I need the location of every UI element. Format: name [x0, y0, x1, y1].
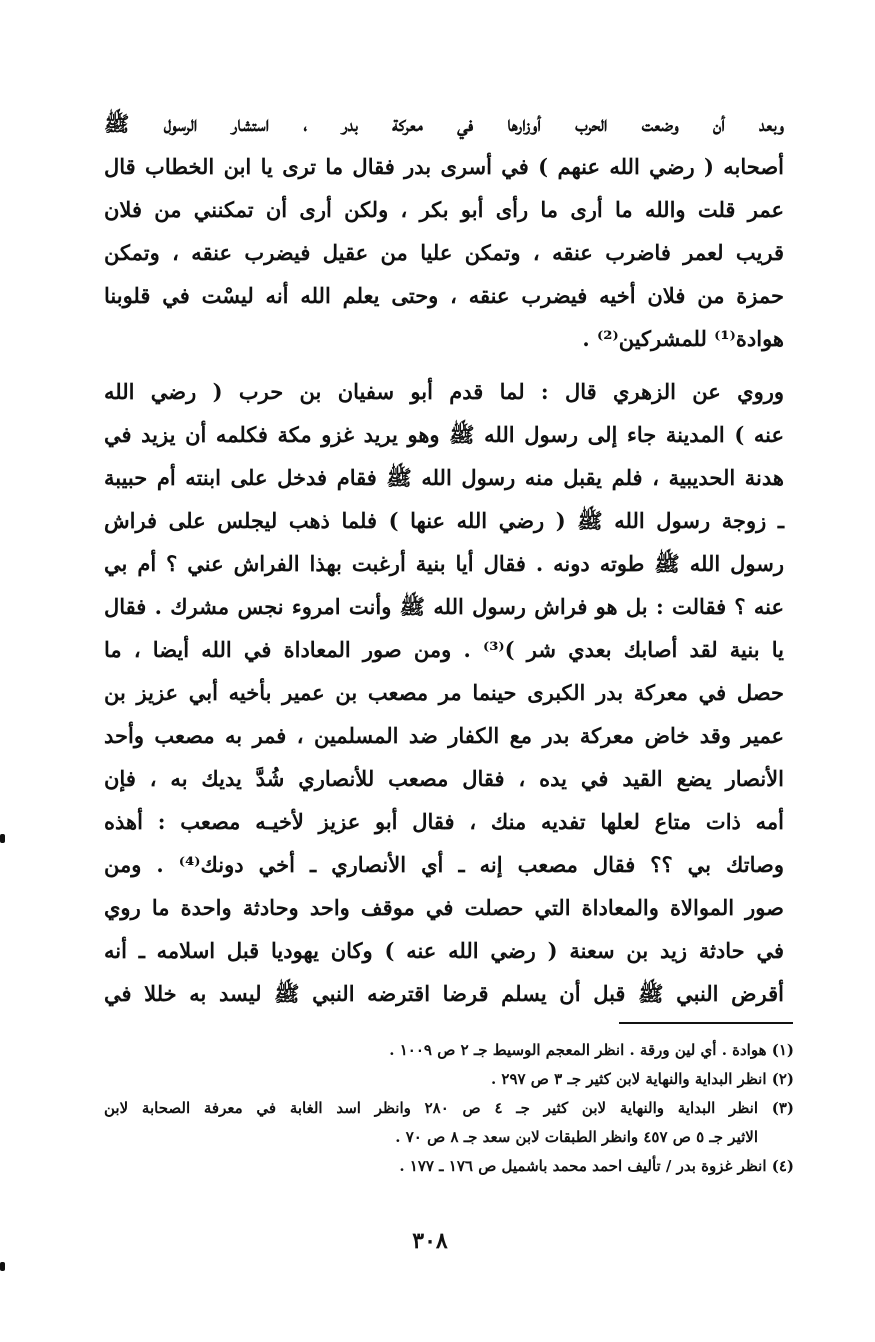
paragraph-1: [104, 102, 784, 360]
paragraph-line: عمر قلت والله ما أرى ما رأى أبو بكر ، ولكن أرى أن تمكنني من فلان: [104, 197, 784, 222]
footnote-separator: [619, 1022, 793, 1024]
scan-edge-mark: [0, 834, 5, 843]
footnote-3: (٣) انظر البداية والنهاية لابن كثير جـ ٤ ص ٢٨٠ وانظر اسد الغابة في معرفة الصحابة لابن: [104, 1099, 795, 1117]
paragraph-line: هدنة الحديبية ، فلم يقبل منه رسول الله ﷺ فقام فدخل على ابنته أم حبيبة: [104, 465, 784, 490]
footnote-3-continuation: الاثير جـ ٥ ص ٤٥٧ وانظر الطبقات لابن سعد جـ ٨ ص ٧٠ .: [395, 1128, 758, 1146]
paragraph-line: هوادة⁽¹⁾ للمشركين⁽²⁾ .: [582, 326, 784, 351]
page-number: ٣٠٨: [412, 1228, 448, 1254]
footnotes: [104, 1036, 794, 1181]
paragraph-line: وبعد أن وضعت الحرب أوزارها في معركة بدر ، استشار الرسول ﷺ: [104, 111, 784, 136]
paragraph-line: عنه ؟ فقالت : بل هو فراش رسول الله ﷺ وأنت امروء نجس مشرك . فقال: [104, 594, 784, 619]
footnote-1: (١) هوادة . أي لين ورقة . انظر المعجم الوسيط جـ ٢ ص ١٠٠٩ .: [389, 1041, 794, 1059]
paragraph-line: أمه ذات متاع لعلها تفديه منك ، فقال أبو عزيز لأخيـه مصعب : أهذه: [104, 809, 784, 834]
footnote-4: (٤) انظر غزوة بدر / تأليف احمد محمد باشميل ص ١٧٦ ـ ١٧٧ .: [399, 1157, 794, 1175]
paragraph-line: قريب لعمر فاضرب عنقه ، وتمكن عليا من عقيل فيضرب عنقه ، وتمكن: [104, 240, 784, 265]
paragraph-line: الأنصار يضع القيد في يده ، فقال مصعب للأنصاري شُدَّ يديك به ، فإن: [104, 766, 784, 791]
paragraph-line: أصحابه ( رضي الله عنهم ) في أسرى بدر فقال ما ترى يا ابن الخطاب قال: [104, 154, 784, 179]
paragraph-2: [104, 370, 784, 1015]
paragraph-line: حصل في معركة بدر الكبرى حينما مر مصعب بن عمير بأخيه أبي عزيز بن: [104, 680, 784, 705]
paragraph-line: أقرض النبي ﷺ قبل أن يسلم قرضا اقترضه النبي ﷺ ليسد به خللا في: [104, 981, 784, 1006]
paragraph-line: رسول الله ﷺ طوته دونه . فقال أيا بنية أرغبت بهذا الفراش عني ؟ أم بي: [104, 551, 784, 576]
paragraph-line: عمير وقد خاض معركة بدر مع الكفار ضد المسلمين ، فمر به مصعب وأحد: [104, 723, 784, 748]
footnote-2: (٢) انظر البداية والنهاية لابن كثير جـ ٣ ص ٢٩٧ .: [490, 1070, 794, 1088]
paragraph-line: ـ زوجة رسول الله ﷺ ( رضي الله عنها ) فلما ذهب ليجلس على فراش: [104, 508, 784, 533]
paragraph-line: في حادثة زيد بن سعنة ( رضي الله عنه ) وكان يهوديا قبل اسلامه ـ أنه: [104, 938, 784, 963]
paragraph-line: صور الموالاة والمعاداة التي حصلت في موقف واحد وحادثة واحدة ما روي: [104, 895, 784, 920]
scan-edge-mark: [0, 1262, 5, 1271]
paragraph-line: حمزة من فلان أخيه فيضرب عنقه ، وحتى يعلم الله أنه ليسْت في قلوبنا: [104, 283, 784, 308]
paragraph-line: وروي عن الزهري قال : لما قدم أبو سفيان بن حرب ( رضي الله: [104, 379, 784, 404]
paragraph-line: وصاتك بي ؟؟ فقال مصعب إنه ـ أي الأنصاري ـ أخي دونك⁽⁴⁾ . ومن: [104, 852, 784, 877]
paragraph-line: عنه ) المدينة جاء إلى رسول الله ﷺ وهو يريد غزو مكة فكلمه أن يزيد في: [104, 422, 784, 447]
paragraph-line: يا بنية لقد أصابك بعدي شر )⁽³⁾ . ومن صور المعاداة في الله أيضا ، ما: [104, 637, 784, 662]
